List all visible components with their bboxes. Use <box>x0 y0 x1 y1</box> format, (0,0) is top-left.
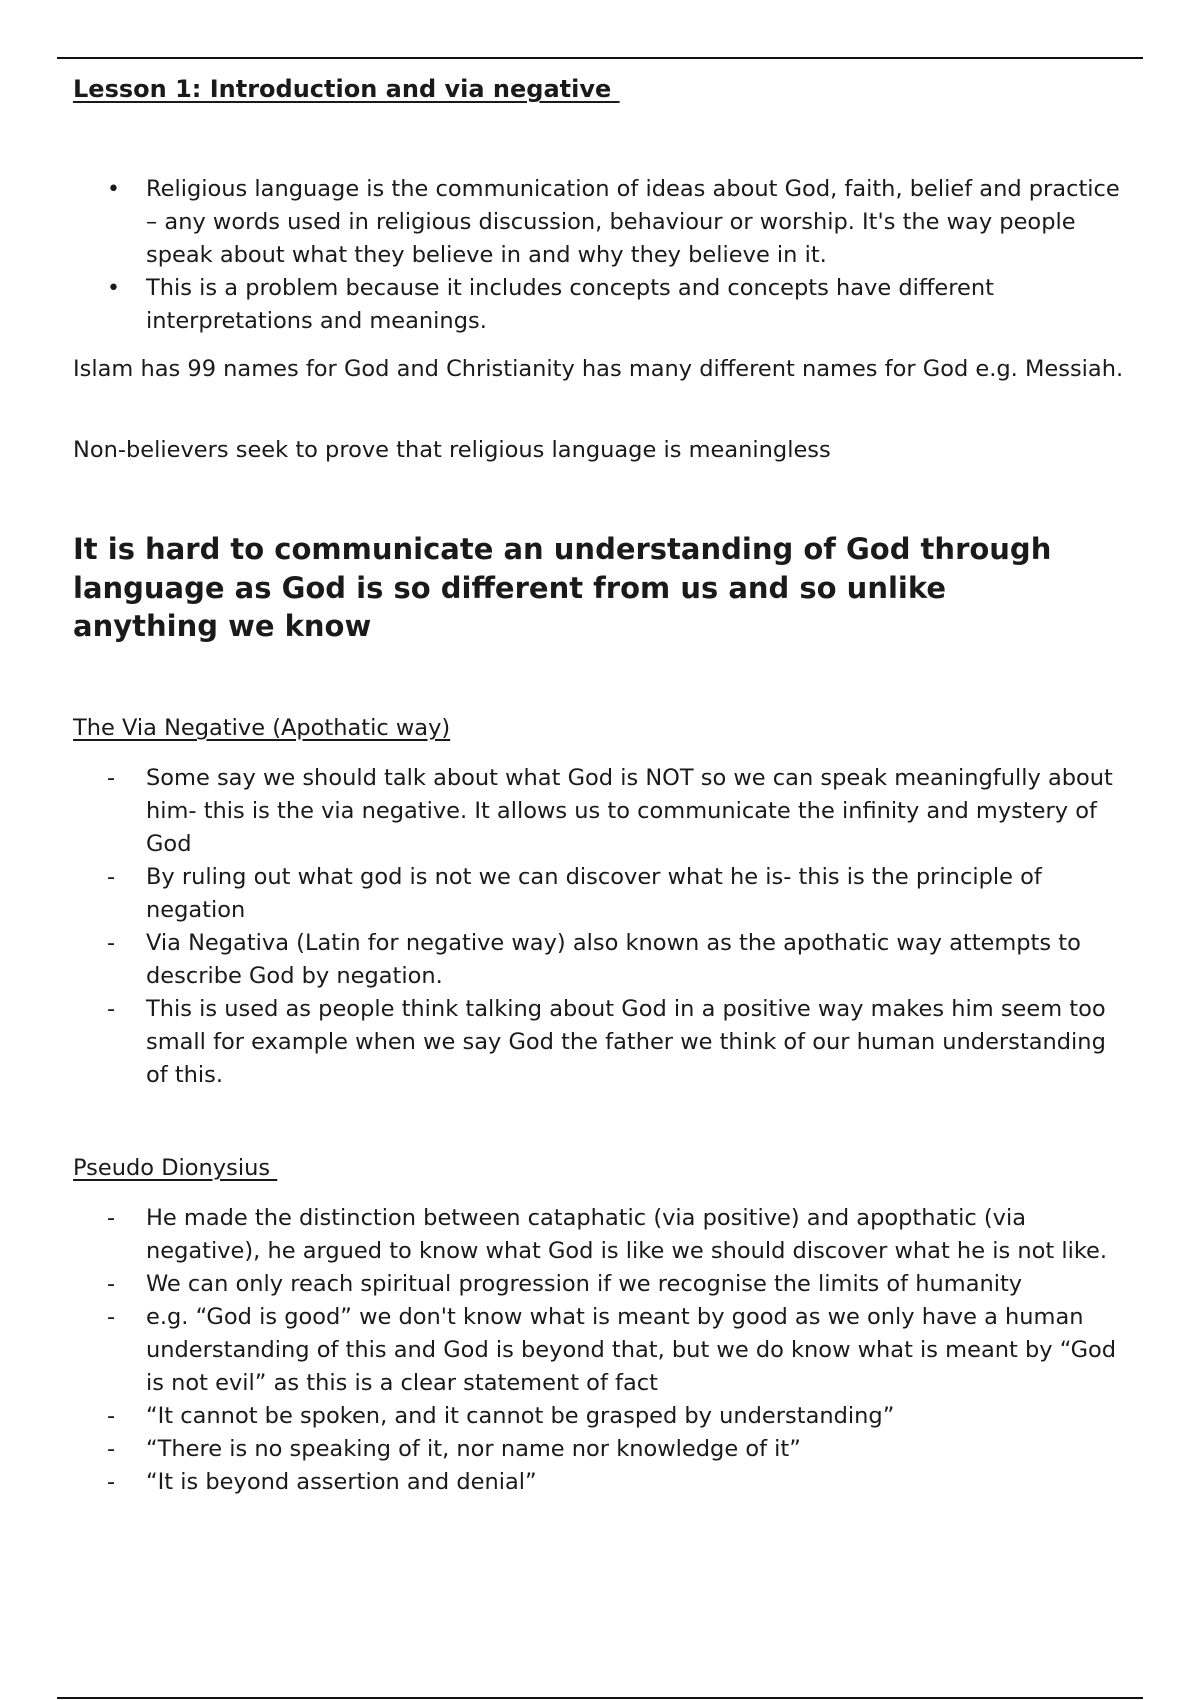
list-item <box>73 927 1133 993</box>
list-item <box>73 1301 1133 1400</box>
list-item <box>73 1268 1133 1301</box>
list-item <box>73 173 1133 272</box>
paragraph-islam-names: Islam has 99 names for God and Christianity has many different names for God e.g. Messiah. <box>73 356 1124 382</box>
list-item <box>73 1433 1133 1466</box>
page-title: Lesson 1: Introduction and via negative <box>73 75 620 103</box>
section-heading-pseudo-dionysius: Pseudo Dionysius <box>73 1155 278 1181</box>
dash-marker: - <box>107 765 116 791</box>
bullet-marker: • <box>107 276 120 301</box>
list-item-text: This is a problem because it includes concepts and concepts have different interpretations and meanings. <box>146 275 994 334</box>
dash-marker: - <box>107 996 116 1022</box>
dash-marker: - <box>107 1403 116 1429</box>
list-item-text: “It is beyond assertion and denial” <box>146 1469 537 1495</box>
dash-marker: - <box>107 864 116 890</box>
via-negative-list <box>73 762 1133 1092</box>
list-item-text: Religious language is the communication of ideas about God, faith, belief and practice – any words used in religious discussion, behaviour or worship. It's the way people speak about what they believe in and why they believe in it. <box>146 176 1120 268</box>
dash-marker: - <box>107 1469 116 1495</box>
dash-marker: - <box>107 1271 116 1297</box>
pseudo-dionysius-section <box>73 1202 1133 1499</box>
bottom-rule <box>57 1697 1143 1699</box>
list-item <box>73 1202 1133 1268</box>
dash-marker: - <box>107 1304 116 1330</box>
list-item-text: This is used as people think talking about God in a positive way makes him seem too small for example when we say God the father we think of our human understanding of this. <box>146 996 1106 1088</box>
list-item-text: Via Negativa (Latin for negative way) also known as the apothatic way attempts to describe God by negation. <box>146 930 1081 989</box>
headline-statement: It is hard to communicate an understanding of God through language as God is so different from us and so unlike anything we know <box>73 532 1052 643</box>
list-item-text: “It cannot be spoken, and it cannot be grasped by understanding” <box>146 1403 895 1429</box>
list-item-text: Some say we should talk about what God is NOT so we can speak meaningfully about him- this is the via negative. It allows us to communicate the infinity and mystery of God <box>146 765 1113 857</box>
paragraph-non-believers: Non-believers seek to prove that religious language is meaningless <box>73 437 831 463</box>
list-item-text: By ruling out what god is not we can discover what he is- this is the principle of negation <box>146 864 1042 923</box>
section-heading-via-negative: The Via Negative (Apothatic way) <box>73 715 451 741</box>
dash-marker: - <box>107 930 116 956</box>
via-negative-section <box>73 762 1133 1092</box>
dash-marker: - <box>107 1436 116 1462</box>
list-item <box>73 762 1133 861</box>
list-item-text: We can only reach spiritual progression if we recognise the limits of humanity <box>146 1271 1023 1297</box>
list-item <box>73 993 1133 1092</box>
list-item <box>73 1400 1133 1433</box>
top-rule <box>57 57 1143 59</box>
list-item <box>73 1466 1133 1499</box>
dash-marker: - <box>107 1205 116 1231</box>
list-item <box>73 861 1133 927</box>
intro-bullet-list <box>73 173 1133 338</box>
list-item <box>73 272 1133 338</box>
bullet-marker: • <box>107 177 120 202</box>
pseudo-dionysius-list <box>73 1202 1133 1499</box>
list-item-text: He made the distinction between cataphatic (via positive) and apopthatic (via negative), he argued to know what God is like we should discover what he is not like. <box>146 1205 1108 1264</box>
intro-section <box>73 173 1133 338</box>
list-item-text: “There is no speaking of it, nor name nor knowledge of it” <box>146 1436 801 1462</box>
list-item-text: e.g. “God is good” we don't know what is meant by good as we only have a human understanding of this and God is beyond that, but we do know what is meant by “God is not evil” as this is a clear statement of fact <box>146 1304 1117 1396</box>
